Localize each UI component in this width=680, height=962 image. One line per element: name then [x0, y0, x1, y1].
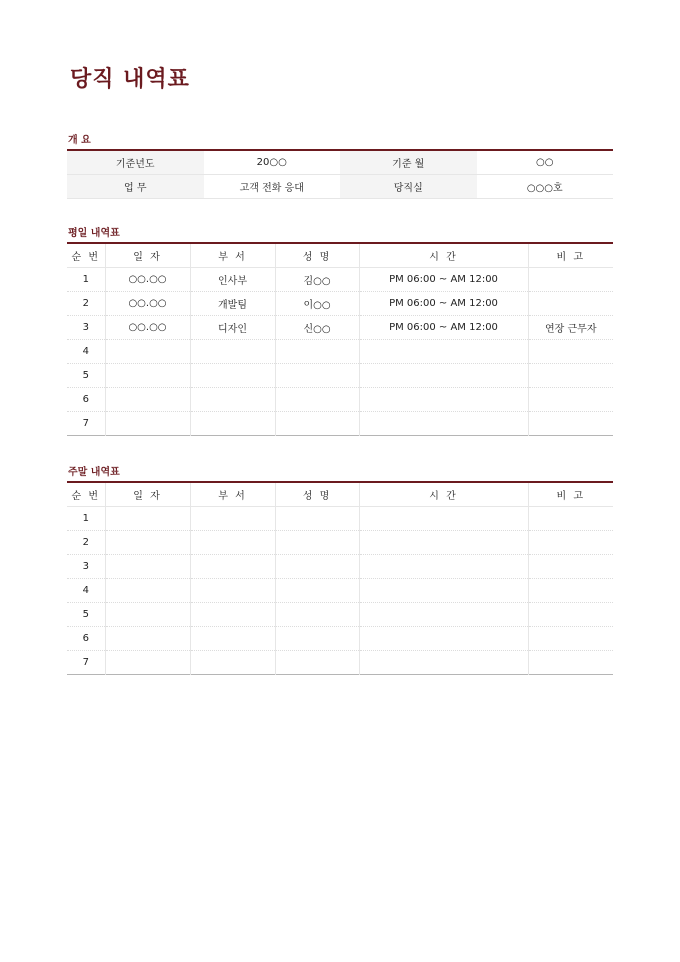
- row-number: 1: [67, 268, 105, 292]
- column-header: 비 고: [528, 482, 613, 507]
- row-name: [275, 531, 359, 555]
- row-number: 6: [67, 388, 105, 412]
- row-time: [359, 364, 528, 388]
- overview-value: 고객 전화 응대: [204, 175, 341, 199]
- row-department: [190, 555, 275, 579]
- overview-label: 업 무: [67, 175, 204, 199]
- row-time: [359, 627, 528, 651]
- row-number: 3: [67, 316, 105, 340]
- row-date: [105, 507, 190, 531]
- column-header: 비 고: [528, 243, 613, 268]
- row-number: 2: [67, 292, 105, 316]
- row-name: [275, 507, 359, 531]
- row-number: 5: [67, 364, 105, 388]
- row-number: 3: [67, 555, 105, 579]
- overview-table: [67, 149, 613, 199]
- weekend-table: [67, 481, 613, 675]
- row-time: PM 06:00 ~ AM 12:00: [359, 292, 528, 316]
- row-note: [528, 579, 613, 603]
- row-time: PM 06:00 ~ AM 12:00: [359, 268, 528, 292]
- row-note: [528, 627, 613, 651]
- row-note: [528, 364, 613, 388]
- column-header: 시 간: [359, 243, 528, 268]
- row-name: [275, 340, 359, 364]
- row-date: [105, 412, 190, 436]
- table-row: [67, 651, 613, 675]
- column-header: 순 번: [67, 482, 105, 507]
- row-number: 4: [67, 340, 105, 364]
- weekend-section-label: 주말 내역표: [68, 467, 120, 478]
- row-time: [359, 507, 528, 531]
- weekday-header-row: [67, 243, 613, 268]
- table-row: [67, 292, 613, 316]
- column-header: 일 자: [105, 243, 190, 268]
- weekday-table: [67, 242, 613, 436]
- table-row: [67, 531, 613, 555]
- table-row: [67, 555, 613, 579]
- row-time: [359, 388, 528, 412]
- row-note: 연장 근무자: [528, 316, 613, 340]
- row-name: [275, 603, 359, 627]
- overview-value: 20○○: [204, 150, 341, 175]
- column-header: 일 자: [105, 482, 190, 507]
- table-row: [67, 268, 613, 292]
- row-date: ○○.○○: [105, 268, 190, 292]
- column-header: 성 명: [275, 482, 359, 507]
- row-department: [190, 627, 275, 651]
- overview-label: 당직실: [340, 175, 477, 199]
- column-header: 순 번: [67, 243, 105, 268]
- row-name: [275, 555, 359, 579]
- row-note: [528, 388, 613, 412]
- row-note: [528, 651, 613, 675]
- row-name: [275, 651, 359, 675]
- row-department: [190, 388, 275, 412]
- table-row: [67, 364, 613, 388]
- overview-value: ○○○호: [477, 175, 614, 199]
- row-number: 2: [67, 531, 105, 555]
- row-time: [359, 531, 528, 555]
- row-time: [359, 340, 528, 364]
- row-department: [190, 651, 275, 675]
- row-number: 7: [67, 651, 105, 675]
- row-date: [105, 364, 190, 388]
- page-title: 당직 내역표: [70, 67, 190, 92]
- row-name: [275, 412, 359, 436]
- row-time: PM 06:00 ~ AM 12:00: [359, 316, 528, 340]
- row-time: [359, 555, 528, 579]
- row-note: [528, 412, 613, 436]
- row-date: [105, 555, 190, 579]
- row-name: 김○○: [275, 268, 359, 292]
- row-time: [359, 651, 528, 675]
- row-department: [190, 340, 275, 364]
- table-row: [67, 579, 613, 603]
- row-note: [528, 603, 613, 627]
- row-note: [528, 531, 613, 555]
- weekday-section-label: 평일 내역표: [68, 228, 120, 239]
- row-name: 이○○: [275, 292, 359, 316]
- table-row: [67, 388, 613, 412]
- row-department: [190, 364, 275, 388]
- row-date: [105, 388, 190, 412]
- row-note: [528, 292, 613, 316]
- row-time: [359, 579, 528, 603]
- row-note: [528, 507, 613, 531]
- row-department: [190, 412, 275, 436]
- row-date: [105, 579, 190, 603]
- table-row: [67, 627, 613, 651]
- row-number: 6: [67, 627, 105, 651]
- row-note: [528, 555, 613, 579]
- row-number: 4: [67, 579, 105, 603]
- overview-section-label: 개 요: [68, 135, 91, 146]
- row-number: 5: [67, 603, 105, 627]
- row-time: [359, 412, 528, 436]
- row-department: [190, 531, 275, 555]
- row-department: 디자인: [190, 316, 275, 340]
- row-note: [528, 268, 613, 292]
- row-date: [105, 651, 190, 675]
- table-row: [67, 340, 613, 364]
- table-row: [67, 603, 613, 627]
- row-date: [105, 531, 190, 555]
- overview-row: [67, 175, 613, 199]
- row-time: [359, 603, 528, 627]
- row-department: [190, 579, 275, 603]
- table-row: [67, 507, 613, 531]
- column-header: 부 서: [190, 243, 275, 268]
- row-number: 1: [67, 507, 105, 531]
- table-row: [67, 412, 613, 436]
- column-header: 시 간: [359, 482, 528, 507]
- row-number: 7: [67, 412, 105, 436]
- overview-row: [67, 150, 613, 175]
- row-date: [105, 603, 190, 627]
- row-name: [275, 579, 359, 603]
- row-date: [105, 627, 190, 651]
- overview-label: 기준 월: [340, 150, 477, 175]
- row-department: 개발팀: [190, 292, 275, 316]
- row-name: [275, 364, 359, 388]
- row-department: [190, 507, 275, 531]
- column-header: 성 명: [275, 243, 359, 268]
- weekend-header-row: [67, 482, 613, 507]
- column-header: 부 서: [190, 482, 275, 507]
- overview-value: ○○: [477, 150, 614, 175]
- row-date: [105, 340, 190, 364]
- row-name: [275, 388, 359, 412]
- overview-label: 기준년도: [67, 150, 204, 175]
- table-row: [67, 316, 613, 340]
- row-date: ○○.○○: [105, 316, 190, 340]
- row-name: 신○○: [275, 316, 359, 340]
- row-name: [275, 627, 359, 651]
- row-department: [190, 603, 275, 627]
- row-date: ○○.○○: [105, 292, 190, 316]
- row-note: [528, 340, 613, 364]
- row-department: 인사부: [190, 268, 275, 292]
